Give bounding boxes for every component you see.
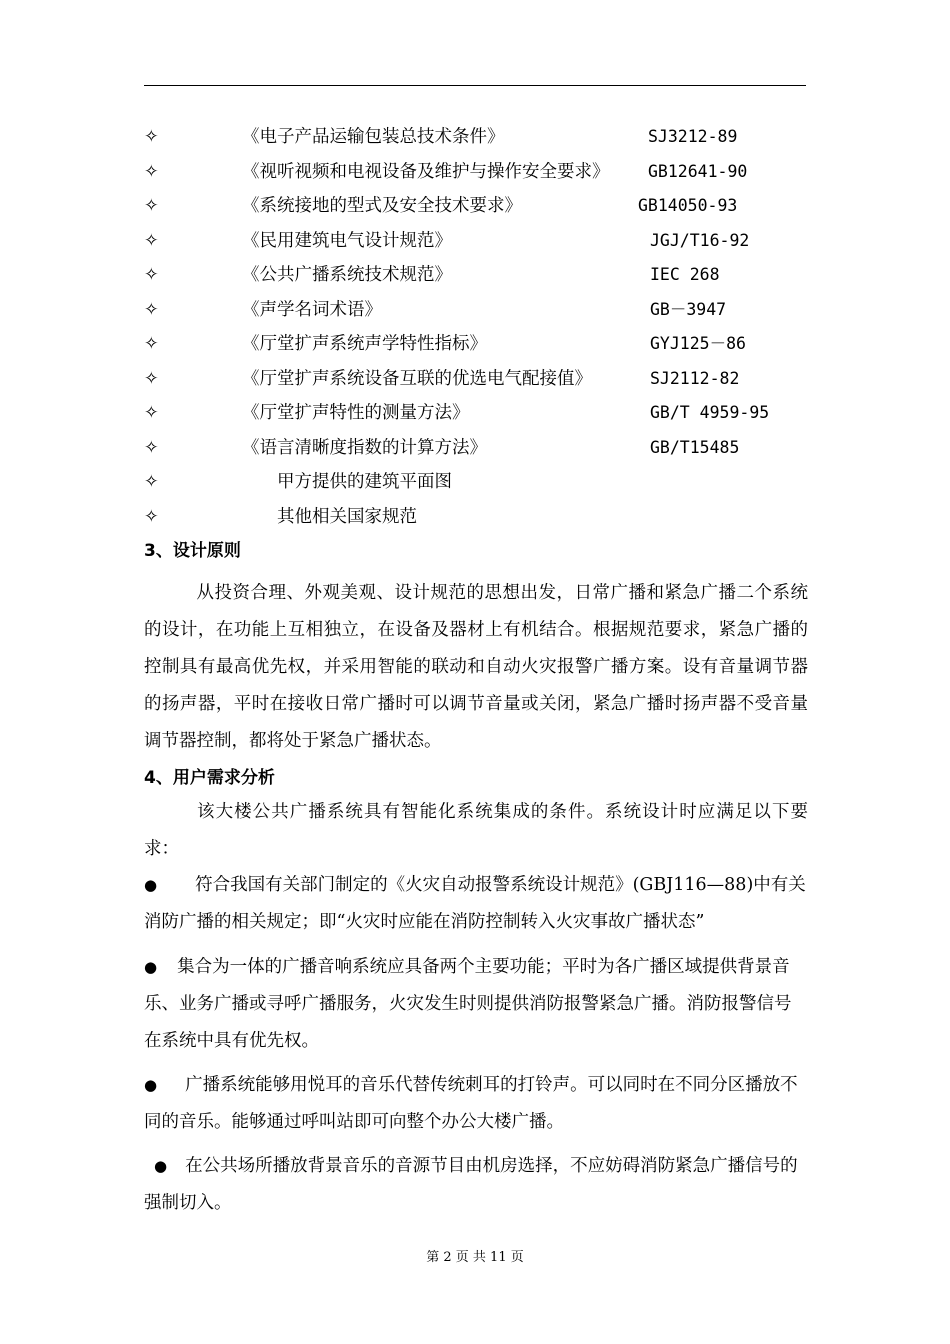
standard-code: GB/T15485 <box>650 438 740 457</box>
dot-bullet-icon: ● <box>144 876 158 894</box>
paragraph-text: 从投资合理、外观美观、设计规范的思想出发，日常广播和紧急广播二个系统的设计，在功能上互相独立，在设备及器材上有机结合。根据规范要求，紧急广播的控制具有最高优先权，并采用智能的联动和自动火灾报警广播方案。设有音量调节器的扬声器，平时在接收日常广播时可以调节音量或关闭，紧急广播时扬声器不受音量调节器控制，都将处于紧急广播状态。 <box>144 583 808 751</box>
standard-title: 其他相关国家规范 <box>277 507 417 527</box>
standard-title: 《语言清晰度指数的计算方法》 <box>242 438 487 458</box>
diamond-bullet-icon: ✧ <box>144 231 159 251</box>
standard-code: GYJ125－86 <box>650 334 746 353</box>
paragraph-text: 该大楼公共广播系统具有智能化系统集成的条件。系统设计时应满足以下要求： <box>144 802 808 859</box>
standard-item <box>144 329 824 359</box>
standard-code: SJ2112-82 <box>650 369 740 388</box>
standard-title: 甲方提供的建筑平面图 <box>277 472 452 492</box>
standard-title: 《公共广播系统技术规范》 <box>242 265 452 285</box>
dot-bullet-icon: ● <box>144 958 158 976</box>
dot-bullet-icon: ● <box>144 1076 158 1094</box>
requirement-text: 符合我国有关部门制定的《火灾自动报警系统设计规范》(GBJ116—88)中有关消防广播的相关规定；即“火灾时应能在消防控制转入火灾事故广播状态” <box>144 875 806 932</box>
standard-title: 《民用建筑电气设计规范》 <box>242 231 452 251</box>
section-heading: 4、用户需求分析 <box>144 768 275 788</box>
standard-code: GB/T 4959-95 <box>650 403 770 422</box>
section-intro <box>144 794 808 868</box>
standard-code: SJ3212-89 <box>648 127 738 146</box>
standard-item <box>144 260 824 290</box>
section-heading: 3、设计原则 <box>144 541 241 561</box>
standard-item <box>144 295 824 325</box>
diamond-bullet-icon: ✧ <box>144 334 159 354</box>
diamond-bullet-icon: ✧ <box>144 472 159 492</box>
requirement-item <box>144 949 808 1060</box>
page-footer: 第 2 页 共 11 页 <box>426 1250 524 1265</box>
diamond-bullet-icon: ✧ <box>144 507 159 527</box>
diamond-bullet-icon: ✧ <box>144 438 159 458</box>
requirement-item <box>144 1067 808 1141</box>
requirement-text: 在公共场所播放背景音乐的音源节目由机房选择，不应妨碍消防紧急广播信号的强制切入。 <box>144 1156 798 1213</box>
diamond-bullet-icon: ✧ <box>144 162 159 182</box>
standard-title: 《电子产品运输包装总技术条件》 <box>242 127 505 147</box>
diamond-bullet-icon: ✧ <box>144 127 159 147</box>
diamond-bullet-icon: ✧ <box>144 196 159 216</box>
dot-bullet-icon: ● <box>154 1157 168 1175</box>
standard-title: 《声学名词术语》 <box>242 300 382 320</box>
diamond-bullet-icon: ✧ <box>144 403 159 423</box>
requirement-text: 广播系统能够用悦耳的音乐代替传统刺耳的打铃声。可以同时在不同分区播放不同的音乐。能够通过呼叫站即可向整个办公大楼广播。 <box>144 1075 798 1132</box>
standard-code: GB12641-90 <box>648 162 748 181</box>
standard-code: GB－3947 <box>650 300 727 319</box>
standard-item <box>144 226 824 256</box>
requirement-text: 集合为一体的广播音响系统应具备两个主要功能；平时为各广播区域提供背景音乐、业务广播或寻呼广播服务，火灾发生时则提供消防报警紧急广播。消防报警信号在系统中具有优先权。 <box>144 957 792 1051</box>
diamond-bullet-icon: ✧ <box>144 265 159 285</box>
standard-title: 《视听视频和电视设备及维护与操作安全要求》 <box>242 162 610 182</box>
requirement-item <box>144 867 808 941</box>
header-rule <box>144 85 806 86</box>
requirement-item <box>144 1148 808 1222</box>
standard-item <box>144 398 824 428</box>
standard-code: JGJ/T16-92 <box>650 231 750 250</box>
diamond-bullet-icon: ✧ <box>144 300 159 320</box>
standard-item <box>144 157 824 187</box>
standard-item <box>144 122 824 152</box>
diamond-bullet-icon: ✧ <box>144 369 159 389</box>
standard-title: 《厅堂扩声系统声学特性指标》 <box>242 334 487 354</box>
standard-item <box>144 191 824 221</box>
standard-title: 《系统接地的型式及安全技术要求》 <box>242 196 522 216</box>
standard-item <box>144 502 824 532</box>
standard-title: 《厅堂扩声特性的测量方法》 <box>242 403 470 423</box>
standard-code: GB14050-93 <box>638 196 738 215</box>
standard-item <box>144 433 824 463</box>
standard-item <box>144 467 824 497</box>
section-paragraph <box>144 575 808 760</box>
standard-code: IEC 268 <box>650 265 720 284</box>
standard-title: 《厅堂扩声系统设备互联的优选电气配接值》 <box>242 369 592 389</box>
standard-item <box>144 364 824 394</box>
